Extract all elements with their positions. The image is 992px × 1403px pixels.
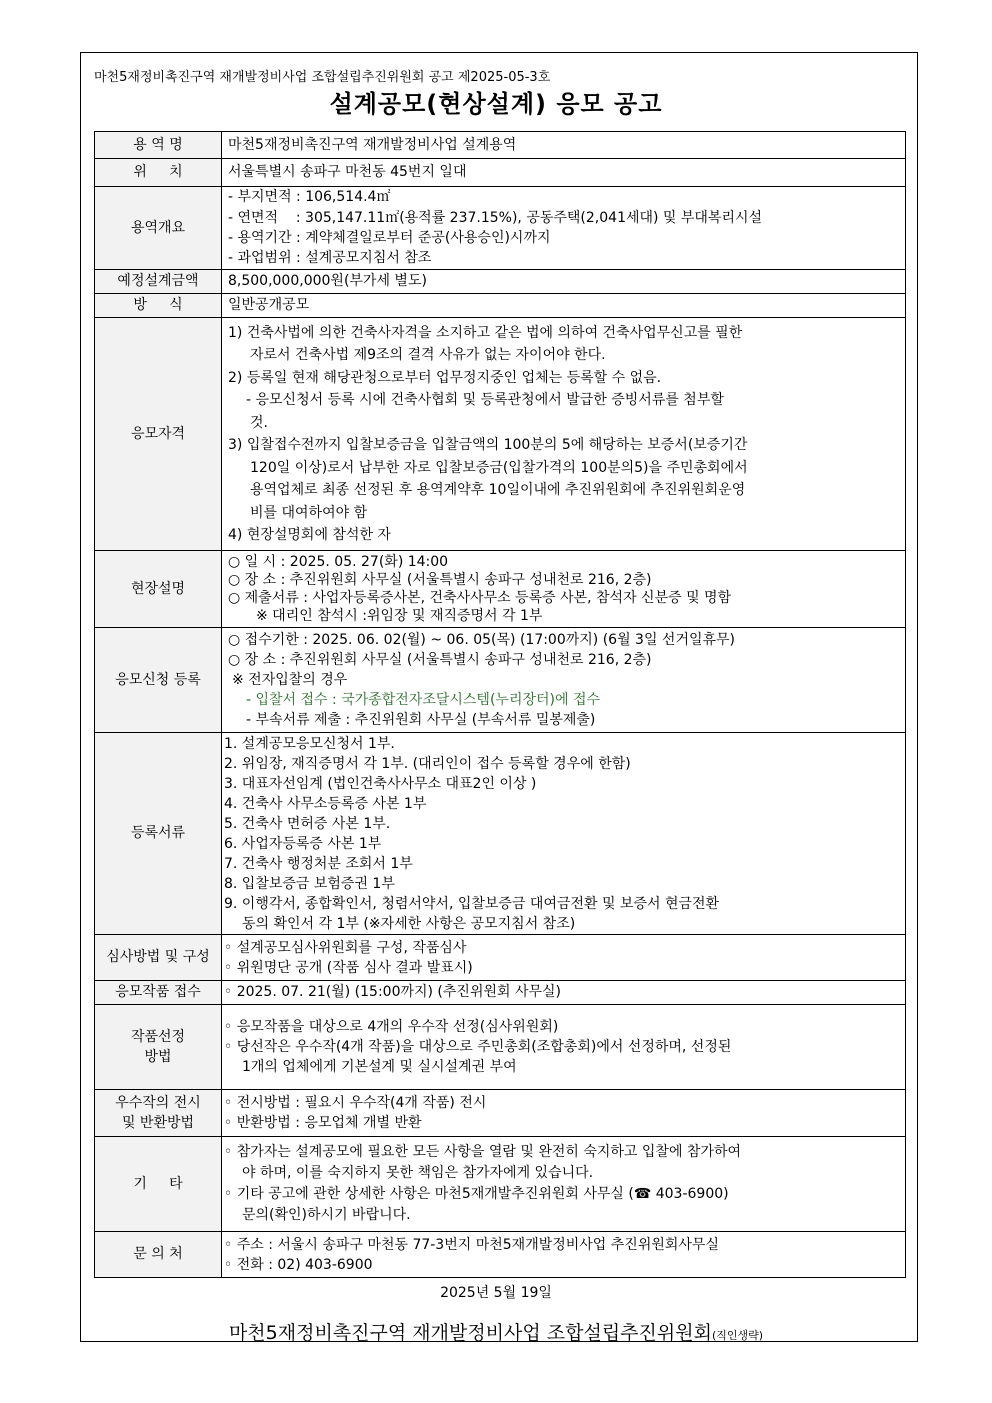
list-item: 6. 사업자등록증 사본 1부 (224, 835, 382, 852)
list-item: 4) 현장설명회에 참석한 자 (228, 527, 391, 543)
value-method: 일반공개공모 (222, 294, 906, 318)
list-item: ◦ 반환방법 : 응모업체 개별 반환 (224, 1115, 422, 1131)
notice-number: 마천5재정비촉진구역 재개발정비사업 조합설립추진위원회 공고 제2025-05-3호 (94, 70, 551, 85)
list-item: 1) 건축사법에 의한 건축사자격을 소지하고 같은 법에 의하여 건축사업무신고를 필한 (228, 324, 743, 341)
list-item: 7. 건축사 행정처분 조회서 1부 (224, 855, 413, 872)
list-item: ○ 접수기한 : 2025. 06. 02(월) ~ 06. 05(목) (17:00까지) (6월 3일 선거일휴무) (228, 632, 736, 648)
label-briefing: 현장설명 (95, 551, 222, 628)
row-exhibition (95, 1090, 906, 1137)
list-item: 동의 확인서 각 1부 (※자세한 사항은 공모지침서 참조) (242, 915, 576, 932)
row-review (95, 935, 906, 981)
row-location (95, 159, 906, 187)
label-documents: 등록서류 (95, 733, 222, 935)
row-overview (95, 187, 906, 270)
value-overview (222, 187, 906, 270)
list-item: ◦ 응모작품을 대상으로 4개의 우수작 선정(심사위원회) (224, 1019, 559, 1035)
list-item: ○ 일 시 : 2025. 05. 27(화) 14:00 (228, 554, 449, 570)
label-selection-line-2: 방법 (144, 1049, 172, 1065)
list-item: 야 하며, 이를 숙지하지 못한 책임은 참가자에게 있습니다. (242, 1165, 594, 1181)
list-item: 1개의 업체에게 기본설계 및 실시설계권 부여 (242, 1059, 517, 1075)
value-location: 서울특별시 송파구 마천동 45번지 일대 (222, 159, 906, 187)
value-etc (222, 1137, 906, 1232)
list-item: - 응모신청서 등록 시에 건축사협회 및 등록관청에서 발급한 증빙서류를 첨부할 (246, 392, 724, 408)
list-item: ○ 장 소 : 추진위원회 사무실 (서울특별시 송파구 성내천로 216, 2층) (228, 652, 652, 668)
label-budget: 예정설계금액 (95, 270, 222, 294)
list-item: ◦ 주소 : 서울시 송파구 마천동 77-3번지 마천5재개발정비사업 추진위원회사무실 (224, 1236, 719, 1253)
row-submission (95, 981, 906, 1005)
label-exhibition-line-2: 및 반환방법 (121, 1115, 195, 1131)
list-item: - 부속서류 제출 : 추진위원회 사무실 (부속서류 밀봉제출) (246, 712, 596, 728)
row-documents (95, 733, 906, 935)
row-qualification (95, 318, 906, 551)
list-item: 비를 대여하여야 함 (250, 504, 368, 521)
row-etc (95, 1137, 906, 1232)
row-service-name (95, 132, 906, 159)
label-qualification: 응모자격 (95, 318, 222, 551)
list-item: ○ 장 소 : 추진위원회 사무실 (서울특별시 송파구 성내천로 216, 2층) (228, 572, 652, 588)
label-selection (95, 1005, 222, 1090)
list-item: - 연면적 : 305,147.11㎡(용적률 237.15%), 공동주택(2,041세대) 및 부대복리시설 (228, 209, 763, 226)
value-review (222, 935, 906, 981)
list-item: ◦ 당선작은 우수작(4개 작품)을 대상으로 주민총회(조합총회)에서 선정하며, 선정된 (224, 1039, 732, 1055)
list-item: 2. 위임장, 재직증명서 각 1부. (대리인이 접수 등록할 경우에 한함) (224, 755, 631, 772)
value-budget: 8,500,000,000원(부가세 별도) (222, 270, 906, 294)
row-budget (95, 270, 906, 294)
label-exhibition-line-1: 우수작의 전시 (115, 1095, 201, 1111)
list-item: 3. 대표자선임계 (법인건축사사무소 대표2인 이상 ) (224, 775, 537, 792)
list-item: - 부지면적 : 106,514.4㎡ (228, 189, 391, 206)
list-item: ◦ 위원명단 공개 (작품 심사 결과 발표시) (224, 959, 473, 976)
label-service-name: 용 역 명 (95, 132, 222, 159)
list-item: ◦ 설계공모심사위원회를 구성, 작품심사 (224, 939, 467, 956)
value-exhibition (222, 1090, 906, 1137)
list-item: ※ 전자입찰의 경우 (232, 672, 348, 688)
label-exhibition (95, 1090, 222, 1137)
value-registration (222, 628, 906, 733)
list-item: 5. 건축사 면허증 사본 1부. (224, 815, 391, 832)
value-selection (222, 1005, 906, 1090)
issuer-name: 마천5재정비촉진구역 재개발정비사업 조합설립추진위원회 (228, 1322, 712, 1344)
label-submission: 응모작품 접수 (95, 981, 222, 1005)
list-item: 문의(확인)하시기 바랍니다. (242, 1207, 411, 1223)
value-service-name: 마천5재정비촉진구역 재개발정비사업 설계용역 (222, 132, 906, 159)
issuer-signature (0, 1318, 992, 1345)
list-item: 120일 이상)로서 납부한 자로 입찰보증금(입찰가격의 100분의5)을 주민총회에서 (250, 459, 748, 476)
label-method: 방 식 (95, 294, 222, 318)
list-item: 1. 설계공모응모신청서 1부. (224, 735, 395, 752)
label-registration: 응모신청 등록 (95, 628, 222, 733)
list-item: ○ 제출서류 : 사업자등록증사본, 건축사사무소 등록증 사본, 참석자 신분증 및 명함 (228, 590, 732, 606)
label-contact: 문 의 처 (95, 1232, 222, 1278)
row-briefing (95, 551, 906, 628)
row-method (95, 294, 906, 318)
list-item: 3) 입찰접수전까지 입찰보증금을 입찰금액의 100분의 5에 해당하는 보증서(보증기간 (228, 437, 748, 453)
value-qualification (222, 318, 906, 551)
list-item: ※ 대리인 참석시 :위임장 및 재직증명서 각 1부 (256, 608, 543, 624)
list-item: ◦ 기타 공고에 관한 상세한 사항은 마천5재개발추진위원회 사무실 (☎ 403-6900) (224, 1186, 729, 1202)
list-item: 것. (250, 414, 268, 431)
value-briefing (222, 551, 906, 628)
list-item: 9. 이행각서, 종합확인서, 청렴서약서, 입찰보증금 대여금전환 및 보증서 현금전환 (224, 895, 720, 912)
label-location: 위 치 (95, 159, 222, 187)
list-item: 2) 등록일 현재 해당관청으로부터 업무정지중인 업체는 등록할 수 없음. (228, 369, 662, 386)
notice-date: 2025년 5월 19일 (440, 1285, 552, 1301)
label-review: 심사방법 및 구성 (95, 935, 222, 981)
list-item: 용역업체로 최종 선정된 후 용역계약후 10일이내에 추진위원회에 추진위원회운영 (250, 482, 746, 498)
seal-note: (직인생략) (711, 1329, 764, 1342)
row-contact (95, 1232, 906, 1278)
list-item: 4. 건축사 사무소등록증 사본 1부 (224, 795, 427, 812)
list-item: - 과업범위 : 설계공모지침서 참조 (228, 250, 432, 267)
label-etc: 기 타 (95, 1137, 222, 1232)
value-documents (222, 733, 906, 935)
label-selection-line-1: 작품선정 (130, 1028, 186, 1045)
page-title: 설계공모(현상설계) 응모 공고 (329, 90, 663, 118)
row-registration (95, 628, 906, 733)
list-item: ◦ 참가자는 설계공모에 필요한 모든 사항을 열람 및 완전히 숙지하고 입찰에 참가하여 (224, 1144, 742, 1160)
list-item: ◦ 전화 : 02) 403-6900 (224, 1256, 373, 1273)
label-overview: 용역개요 (95, 187, 222, 270)
list-item: - 입찰서 접수 : 국가종합전자조달시스템(누리장터)에 접수 (246, 692, 600, 708)
list-item: - 용역기간 : 계약체결일로부터 준공(사용승인)시까지 (228, 230, 551, 246)
value-contact (222, 1232, 906, 1278)
notice-table (94, 131, 906, 1278)
list-item: ◦ 전시방법 : 필요시 우수작(4개 작품) 전시 (224, 1095, 487, 1111)
list-item: 8. 입찰보증금 보험증권 1부 (224, 875, 395, 892)
value-submission: ◦ 2025. 07. 21(월) (15:00까지) (추진위원회 사무실) (222, 981, 906, 1005)
row-selection (95, 1005, 906, 1090)
list-item: 자로서 건축사법 제9조의 결격 사유가 없는 자이어야 한다. (250, 347, 606, 363)
